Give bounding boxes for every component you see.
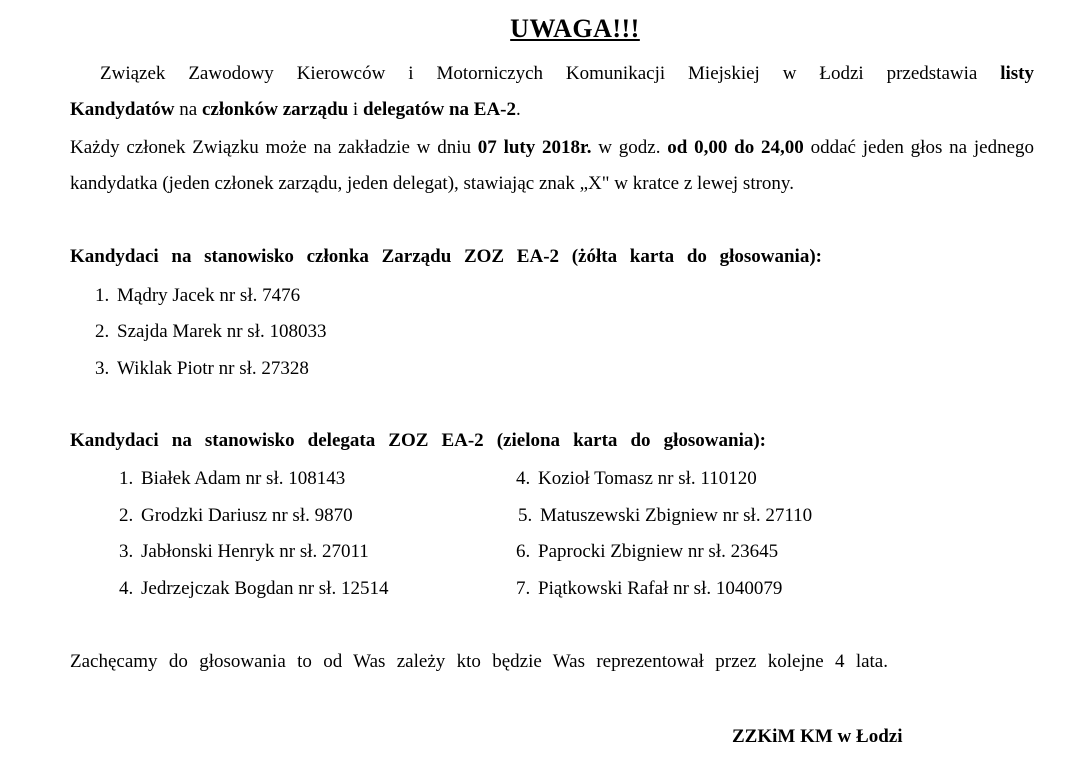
signature: ZZKiM KM w Łodzi [732,726,903,747]
delegate-candidate-right-3 [516,541,778,563]
board-candidate-2 [95,321,326,343]
board-candidate-3 [95,358,309,380]
list-number: 3. [119,541,134,562]
candidate-name: Kozioł Tomasz nr sł. 110120 [538,468,757,489]
board-candidate-1 [95,285,300,307]
intro-candidates: Kandydatów [70,99,175,120]
delegate-candidate-left-1 [119,468,345,490]
candidate-name: Wiklak Piotr nr sł. 27328 [117,358,309,379]
voting-text-1: Każdy członek Związku może na zakładzie w dniu [70,137,478,158]
intro-text-4: . [516,99,521,120]
board-heading: Kandydaci na stanowisko członka Zarządu ZOZ EA-2 (żółta karta do głosowania): [70,246,822,267]
page-title: UWAGA!!! [510,14,640,43]
intro-text-3: i [348,99,363,120]
voting-paragraph [70,130,1034,202]
candidate-name: Mądry Jacek nr sł. 7476 [117,285,301,306]
delegate-candidate-right-4 [516,578,782,600]
list-number: 1. [95,285,110,306]
delegate-candidate-left-3 [119,541,369,563]
voting-text-3: oddać jeden głos na jednego kandydatka (jeden członek zarządu, jeden delegat), stawiając znak „X" w kratce z lewej strony. [70,137,1034,194]
list-number: 2. [119,505,134,526]
list-number: 6. [516,541,531,562]
intro-line-1 [70,56,1034,92]
list-number: 4. [516,468,531,489]
candidate-name: Grodzki Dariusz nr sł. 9870 [141,505,353,526]
list-number: 4. [119,578,134,599]
candidate-name: Białek Adam nr sł. 108143 [141,468,346,489]
candidate-name: Jabłonski Henryk nr sł. 27011 [141,541,369,562]
delegate-candidate-left-2 [119,505,353,527]
candidate-name: Jedrzejczak Bogdan nr sł. 12514 [141,578,389,599]
list-number: 3. [95,358,110,379]
delegate-candidate-left-4 [119,578,388,600]
intro-text-1: Związek Zawodowy Kierowców i Motorniczych Komunikacji Miejskiej w Łodzi przedstawia [100,63,1001,84]
list-number: 5. [518,505,533,526]
list-number: 2. [95,321,110,342]
candidate-name: Matuszewski Zbigniew nr sł. 27110 [540,505,813,526]
intro-board-members: członków zarządu [201,99,349,120]
candidate-name: Szajda Marek nr sł. 108033 [117,321,327,342]
candidate-name: Piątkowski Rafał nr sł. 1040079 [538,578,783,599]
intro-paragraph [70,56,1034,128]
list-number: 7. [516,578,531,599]
delegates-heading: Kandydaci na stanowisko delegata ZOZ EA-2 (zielona karta do głosowania): [70,430,766,451]
intro-line-2 [70,99,521,120]
intro-text-2: na [174,99,202,120]
intro-lists: listy [1000,63,1034,84]
delegate-candidate-right-2 [518,505,812,527]
voting-text-2: w godz. [591,137,668,158]
closing-text: Zachęcamy do głosowania to od Was zależy kto będzie Was reprezentował przez kolejne 4 lata. [70,651,888,672]
voting-hours: od 0,00 do 24,00 [667,137,804,158]
delegate-candidate-right-1 [516,468,757,490]
candidate-name: Paprocki Zbigniew nr sł. 23645 [538,541,779,562]
voting-date: 07 luty 2018r. [477,137,592,158]
list-number: 1. [119,468,134,489]
intro-delegates: delegatów na EA-2 [362,99,516,120]
